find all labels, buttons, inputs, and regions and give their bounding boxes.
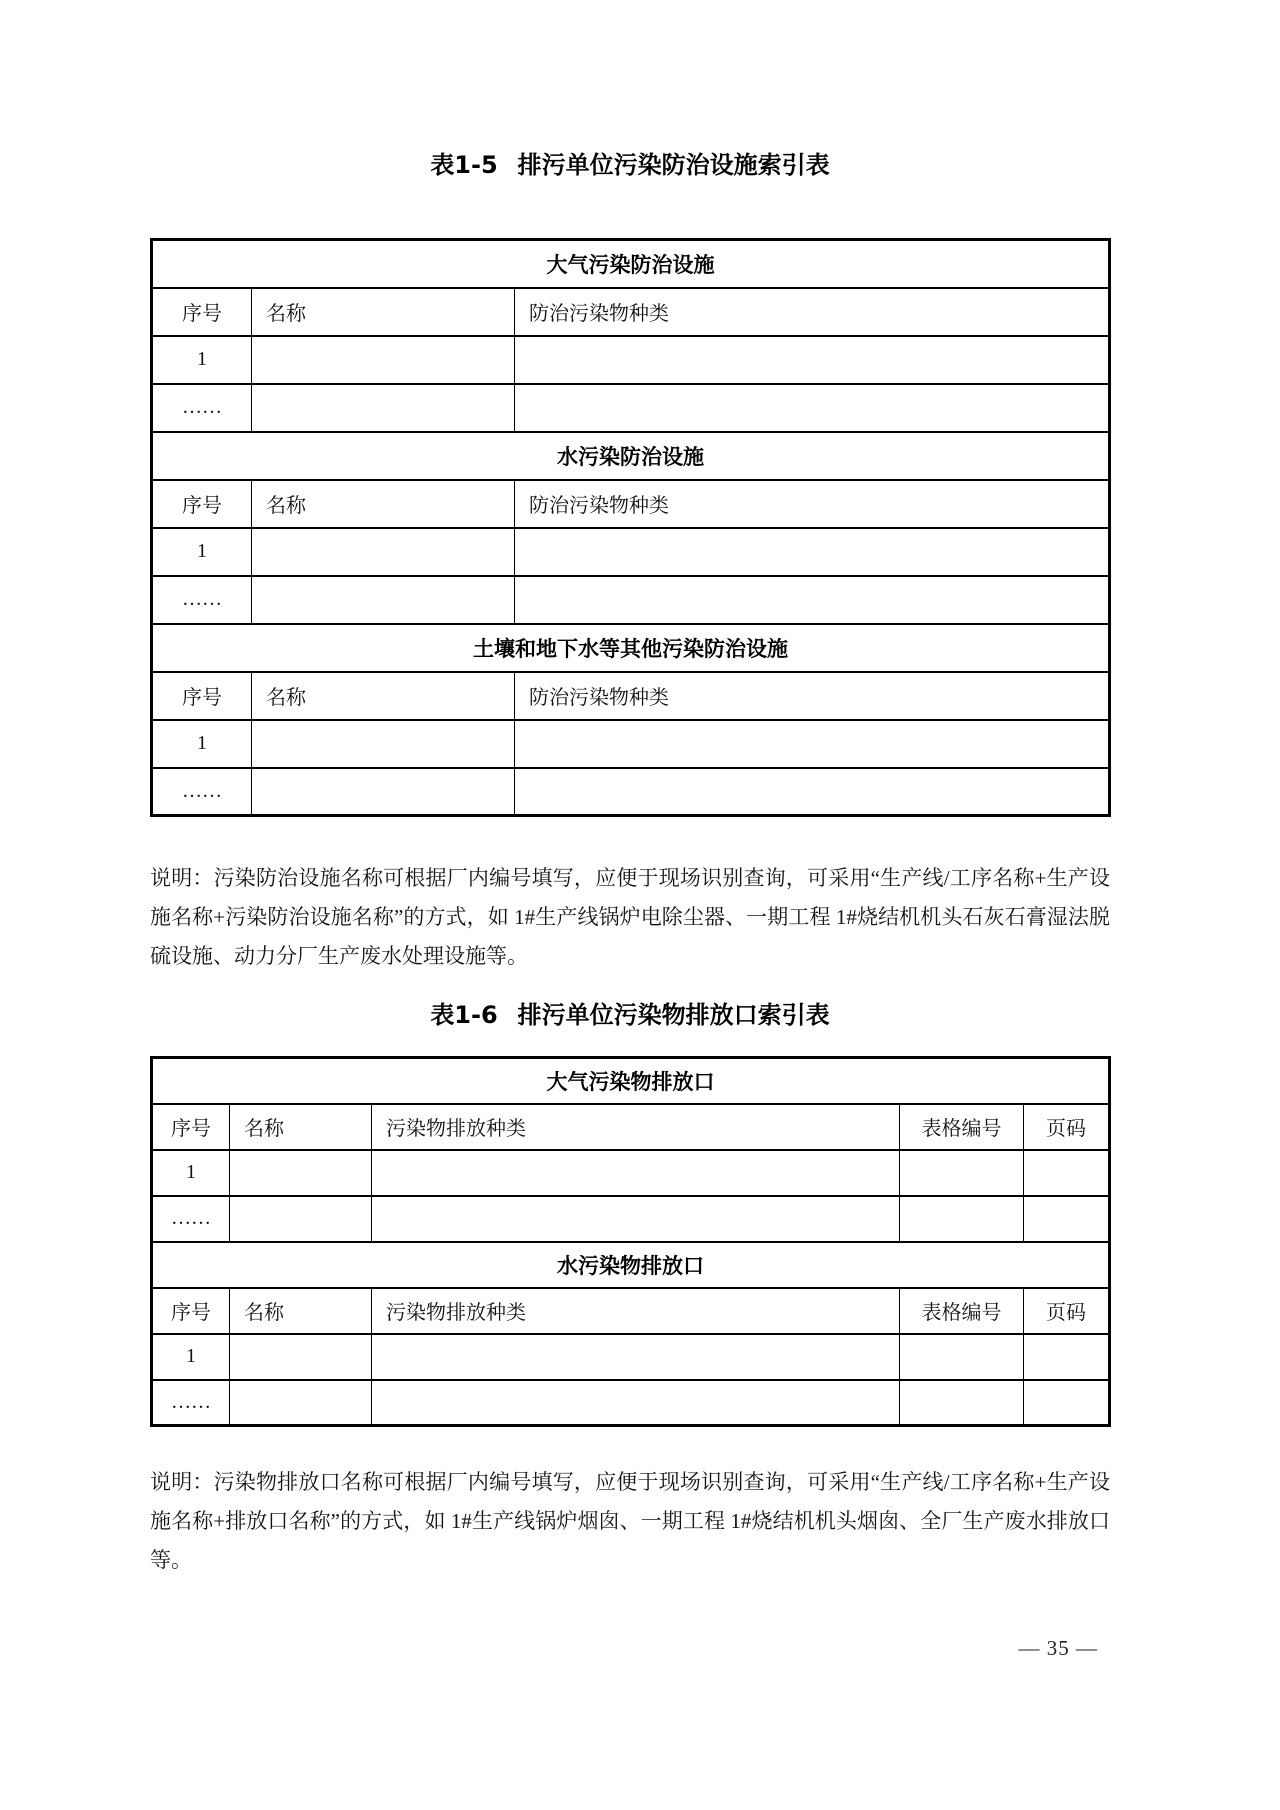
col-header-name: 名称 (230, 1288, 372, 1334)
section-header-water-outlets: 水污染物排放口 (152, 1242, 1110, 1288)
row-seq: …… (152, 1380, 230, 1426)
col-header-seq: 序号 (152, 288, 252, 336)
col-header-page-number: 页码 (1024, 1104, 1110, 1150)
col-header-emission-type: 污染物排放种类 (372, 1288, 900, 1334)
section-header-row (152, 240, 1110, 288)
empty-cell (515, 576, 1110, 624)
empty-cell (900, 1380, 1024, 1426)
empty-cell (900, 1196, 1024, 1242)
col-header-name: 名称 (252, 288, 515, 336)
table-1-6-title-text: 排污单位污染物排放口索引表 (517, 1001, 830, 1029)
col-header-pollutant-type: 防治污染物种类 (515, 672, 1110, 720)
col-header-pollutant-type: 防治污染物种类 (515, 480, 1110, 528)
empty-cell (515, 720, 1110, 768)
section-header-row (152, 624, 1110, 672)
empty-cell (515, 768, 1110, 816)
column-header-row (152, 1288, 1110, 1334)
table-row (152, 1334, 1110, 1380)
section-header-water: 水污染防治设施 (152, 432, 1110, 480)
empty-cell (1024, 1380, 1110, 1426)
row-seq: …… (152, 768, 252, 816)
row-seq: …… (152, 384, 252, 432)
col-header-seq: 序号 (152, 672, 252, 720)
empty-cell (252, 336, 515, 384)
table-row (152, 576, 1110, 624)
empty-cell (230, 1334, 372, 1380)
table-row (152, 1150, 1110, 1196)
empty-cell (230, 1380, 372, 1426)
column-header-row (152, 288, 1110, 336)
row-seq: 1 (152, 528, 252, 576)
table-row (152, 1380, 1110, 1426)
col-header-page-number: 页码 (1024, 1288, 1110, 1334)
row-seq: 1 (152, 720, 252, 768)
row-seq: …… (152, 1196, 230, 1242)
table-row (152, 336, 1110, 384)
column-header-row (152, 480, 1110, 528)
col-header-pollutant-type: 防治污染物种类 (515, 288, 1110, 336)
empty-cell (372, 1150, 900, 1196)
empty-cell (515, 528, 1110, 576)
empty-cell (1024, 1196, 1110, 1242)
empty-cell (1024, 1334, 1110, 1380)
col-header-seq: 序号 (152, 480, 252, 528)
empty-cell (900, 1334, 1024, 1380)
col-header-name: 名称 (230, 1104, 372, 1150)
empty-cell (252, 768, 515, 816)
table-1-5-title-label: 表1-5 (430, 151, 498, 179)
table-row (152, 384, 1110, 432)
section-header-row (152, 1058, 1110, 1104)
empty-cell (230, 1196, 372, 1242)
page-number: — 35 — (1018, 1636, 1098, 1660)
empty-cell (252, 528, 515, 576)
empty-cell (252, 576, 515, 624)
empty-cell (230, 1150, 372, 1196)
table-1-5-title-text: 排污单位污染防治设施索引表 (517, 151, 830, 179)
page-content (150, 0, 1110, 1580)
empty-cell (515, 384, 1110, 432)
col-header-seq: 序号 (152, 1104, 230, 1150)
table-1-6-title-label: 表1-6 (430, 1001, 498, 1029)
empty-cell (372, 1334, 900, 1380)
table-1-5-note: 说明：污染防治设施名称可根据厂内编号填写，应便于现场识别查询，可采用“生产线/工序名称+生产设施名称+污染防治设施名称”的方式，如 1#生产线锅炉电除尘器、一期工程 1#烧结机机头石灰石膏湿法脱硫设施、动力分厂生产废水处理设施等。 (150, 866, 1110, 968)
table-1-5-title (150, 0, 1110, 180)
table-1-6-title (150, 1000, 1110, 1030)
table-1-6-note: 说明：污染物排放口名称可根据厂内编号填写，应便于现场识别查询，可采用“生产线/工序名称+生产设施名称+排放口名称”的方式，如 1#生产线锅炉烟囱、一期工程 1#烧结机机头烟囱、全厂生产废水排放口等。 (150, 1470, 1110, 1572)
col-header-seq: 序号 (152, 1288, 230, 1334)
table-pollutant-outlets (150, 1056, 1111, 1427)
empty-cell (515, 336, 1110, 384)
row-seq: …… (152, 576, 252, 624)
section-header-air-outlets: 大气污染物排放口 (152, 1058, 1110, 1104)
col-header-emission-type: 污染物排放种类 (372, 1104, 900, 1150)
table-row (152, 1196, 1110, 1242)
col-header-name: 名称 (252, 672, 515, 720)
empty-cell (372, 1380, 900, 1426)
row-seq: 1 (152, 336, 252, 384)
table-row (152, 768, 1110, 816)
row-seq: 1 (152, 1150, 230, 1196)
empty-cell (252, 384, 515, 432)
col-header-form-number: 表格编号 (900, 1288, 1024, 1334)
column-header-row (152, 672, 1110, 720)
row-seq: 1 (152, 1334, 230, 1380)
table-pollution-control-facilities (150, 238, 1111, 817)
col-header-form-number: 表格编号 (900, 1104, 1024, 1150)
table-row (152, 720, 1110, 768)
section-header-soil-groundwater: 土壤和地下水等其他污染防治设施 (152, 624, 1110, 672)
section-header-row (152, 432, 1110, 480)
section-header-air: 大气污染防治设施 (152, 240, 1110, 288)
empty-cell (372, 1196, 900, 1242)
empty-cell (252, 720, 515, 768)
col-header-name: 名称 (252, 480, 515, 528)
table-row (152, 528, 1110, 576)
section-header-row (152, 1242, 1110, 1288)
empty-cell (900, 1150, 1024, 1196)
column-header-row (152, 1104, 1110, 1150)
empty-cell (1024, 1150, 1110, 1196)
